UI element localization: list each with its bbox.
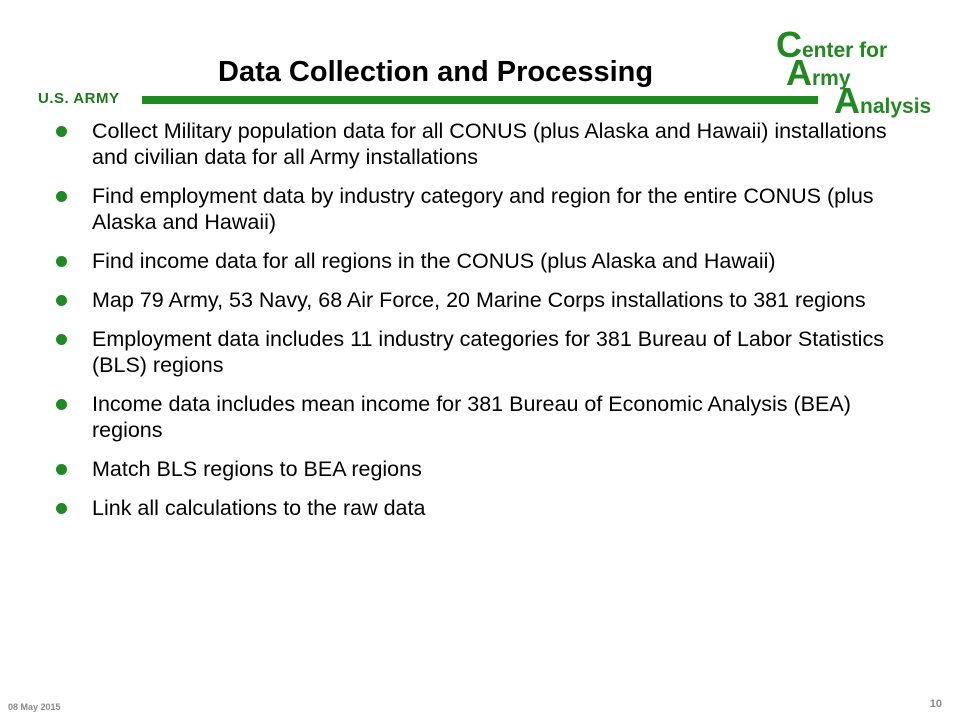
page-number: 10 [929, 698, 942, 710]
bullet-item [54, 183, 914, 235]
bullet-item [54, 287, 914, 313]
bullet-item [54, 391, 914, 443]
bullet-dot-icon [56, 334, 67, 345]
bullet-text: Employment data includes 11 industry categories for 381 Bureau of Labor Statistics (BLS) regions [92, 327, 884, 377]
logo-initial-c: C [776, 24, 802, 65]
logo-initial-a2: A [834, 80, 860, 121]
logo-text-center-for: enter for [802, 39, 888, 62]
logo-initial-a1: A [786, 52, 812, 93]
bullet-dot-icon [56, 295, 67, 306]
bullet-text: Find employment data by industry category and region for the entire CONUS (plus Alaska and Hawaii) [92, 184, 874, 234]
logo-line-3 [834, 80, 931, 122]
bullet-dot-icon [56, 503, 67, 514]
logo-text-analysis: nalysis [860, 95, 932, 118]
bullet-text: Match BLS regions to BEA regions [92, 457, 422, 481]
bullet-item [54, 456, 914, 482]
bullet-dot-icon [56, 256, 67, 267]
bullet-item [54, 495, 914, 521]
bullet-text: Map 79 Army, 53 Navy, 68 Air Force, 20 Marine Corps installations to 381 regions [92, 288, 866, 312]
bullet-dot-icon [56, 464, 67, 475]
bullet-item [54, 248, 914, 274]
bullet-text: Find income data for all regions in the CONUS (plus Alaska and Hawaii) [92, 249, 776, 273]
bullet-text: Link all calculations to the raw data [92, 496, 426, 520]
bullet-list [54, 118, 914, 534]
bullet-dot-icon [56, 191, 67, 202]
footer-date: 08 May 2015 [8, 702, 61, 712]
bullet-text: Income data includes mean income for 381 Bureau of Economic Analysis (BEA) regions [92, 392, 851, 442]
army-label: U.S. ARMY [38, 90, 120, 107]
logo-text-army: rmy [812, 67, 851, 90]
bullet-item [54, 118, 914, 170]
bullet-dot-icon [56, 399, 67, 410]
title-rule [142, 96, 818, 104]
bullet-item [54, 326, 914, 378]
bullet-dot-icon [56, 126, 67, 137]
center-for-army-analysis-logo [776, 24, 936, 121]
bullet-text: Collect Military population data for all CONUS (plus Alaska and Hawaii) installations and civilian data for all Army installations [92, 119, 887, 169]
slide-title: Data Collection and Processing [218, 56, 654, 88]
